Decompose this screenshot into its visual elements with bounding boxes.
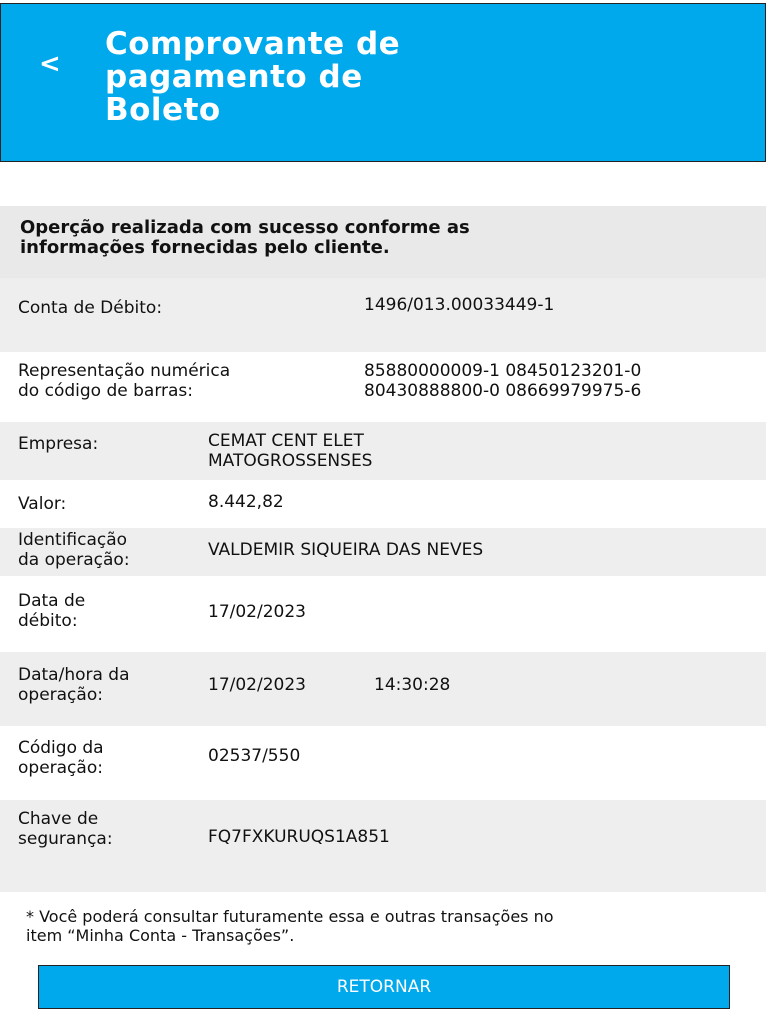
chave-seguranca-value: FQ7FXKURUQS1A851 — [208, 827, 390, 847]
identificacao-label — [18, 530, 130, 570]
codigo-barras-value — [364, 361, 641, 401]
chave-seguranca-label-line-2: segurança: — [18, 829, 113, 849]
codigo-barras-label-line-2: do código de barras: — [18, 381, 193, 401]
codigo-operacao-label-line-1: Código da — [18, 738, 104, 758]
data-hora-time: 14:30:28 — [374, 675, 451, 695]
valor-value: 8.442,82 — [208, 492, 284, 512]
identificacao-label-line-1: Identificação — [18, 530, 128, 550]
chave-seguranca-label-line-1: Chave de — [18, 809, 99, 829]
row-chave-seguranca — [0, 800, 766, 892]
conta-debito-label: Conta de Débito: — [18, 298, 163, 318]
conta-debito-value: 1496/013.00033449-1 — [364, 295, 555, 315]
row-valor — [0, 480, 766, 528]
transactions-note — [26, 907, 756, 945]
data-hora-label-line-1: Data/hora da — [18, 665, 130, 685]
row-codigo-barras — [0, 352, 766, 422]
return-button[interactable]: RETORNAR — [38, 965, 730, 1009]
transactions-note-line-1: * Você poderá consultar futuramente essa e outras transações no — [26, 907, 554, 926]
valor-label: Valor: — [18, 494, 67, 514]
codigo-operacao-label-line-2: operação: — [18, 758, 103, 778]
row-conta-debito — [0, 278, 766, 352]
data-hora-date: 17/02/2023 — [208, 675, 306, 695]
app-header — [0, 3, 766, 162]
data-debito-label-line-2: débito: — [18, 611, 78, 631]
success-message — [20, 218, 740, 258]
empresa-value-line-1: CEMAT CENT ELET — [208, 431, 364, 451]
identificacao-value: VALDEMIR SIQUEIRA DAS NEVES — [208, 540, 484, 560]
chave-seguranca-label — [18, 809, 113, 849]
data-hora-label — [18, 665, 130, 705]
codigo-barras-label — [18, 361, 230, 401]
codigo-operacao-value: 02537/550 — [208, 746, 301, 766]
transactions-note-line-2: item “Minha Conta - Transações”. — [26, 926, 295, 945]
identificacao-label-line-2: da operação: — [18, 550, 130, 570]
page-title-line-2: pagamento de — [105, 59, 363, 95]
row-identificacao — [0, 528, 766, 576]
empresa-value-line-2: MATOGROSSENSES — [208, 451, 373, 471]
back-button[interactable]: < — [39, 49, 61, 79]
row-data-hora — [0, 652, 766, 726]
empresa-value — [208, 431, 372, 471]
page-title — [105, 28, 545, 127]
codigo-barras-value-line-1: 85880000009-1 08450123201-0 — [364, 361, 642, 381]
codigo-barras-label-line-1: Representação numérica — [18, 361, 231, 381]
row-codigo-operacao — [0, 726, 766, 800]
success-message-line-1: Operção realizada com sucesso conforme as — [20, 217, 470, 238]
codigo-barras-value-line-2: 80430888800-0 08669979975-6 — [364, 381, 642, 401]
data-debito-value: 17/02/2023 — [208, 602, 306, 622]
empresa-label: Empresa: — [18, 434, 99, 454]
row-data-debito — [0, 576, 766, 652]
success-message-row — [0, 206, 766, 278]
data-hora-label-line-2: operação: — [18, 685, 103, 705]
success-message-line-2: informações fornecidas pelo cliente. — [20, 237, 390, 258]
data-debito-label — [18, 591, 85, 631]
page-title-line-1: Comprovante de — [105, 26, 401, 62]
data-debito-label-line-1: Data de — [18, 591, 86, 611]
row-empresa — [0, 422, 766, 480]
page-title-line-3: Boleto — [105, 92, 221, 128]
codigo-operacao-label — [18, 738, 104, 778]
